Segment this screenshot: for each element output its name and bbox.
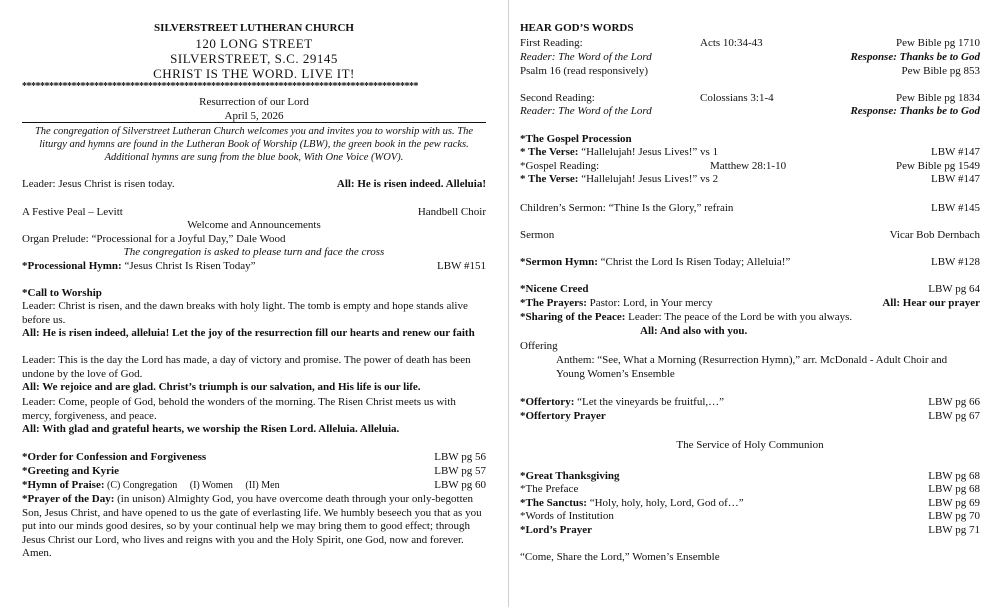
sermon-preacher: Vicar Bob Dernbach <box>889 229 980 241</box>
peace-response: All: And also with you. <box>640 325 748 337</box>
prayers-response: All: Hear our prayer <box>882 297 980 309</box>
gospel-label: *Gospel Reading: <box>520 160 600 172</box>
prayer-of-the-day <box>22 493 486 561</box>
sanctus-text: “Holy, holy, holy, Lord, God of…” <box>586 497 744 509</box>
gospel-ref: Matthew 28:1-10 <box>710 160 787 172</box>
psalm-label: Psalm 16 (read responsively) <box>520 65 648 77</box>
thanksgiving-label: *Great Thanksgiving <box>520 470 620 482</box>
church-name: SILVERSTREET LUTHERAN CHURCH <box>154 22 354 34</box>
offertory <box>520 396 980 410</box>
response-line: Response: Thanks be to God <box>850 51 980 63</box>
sermon-hymn-label: *Sermon Hymn: <box>520 256 598 268</box>
second-page: Pew Bible pg 1834 <box>895 92 980 104</box>
second-reading <box>520 92 980 106</box>
call-leader-3: Leader: Come, people of God, behold the wonders of the morning. The Risen Christ meets us with mercy, forgiveness, and peace. <box>22 396 456 422</box>
leader-line: Leader: Jesus Christ is risen today. <box>22 178 175 190</box>
anthem: Anthem: “See, What a Morning (Resurrection Hymn),” arr. McDonald - Adult Choir and Young Women’s Ensemble <box>556 354 948 380</box>
call-all-1: All: He is risen indeed, alleluia! Let the joy of the resurrection fill our hearts and renew our faith <box>22 327 475 339</box>
verse-label: * The Verse: <box>520 146 579 158</box>
church-motto: CHRIST IS THE WORD. LIVE IT! <box>153 66 355 81</box>
sanctus-ref: LBW pg 69 <box>928 497 980 509</box>
lords-prayer <box>520 524 980 538</box>
prayers-label: *The Prayers: <box>520 297 587 309</box>
come-share-the-lord: “Come, Share the Lord,” Women’s Ensemble <box>520 551 720 563</box>
church-street: 120 LONG STREET <box>195 36 313 51</box>
all-line: All: He is risen indeed. Alleluia! <box>336 178 486 190</box>
words-of-institution <box>520 510 980 524</box>
praise-label: *Hymn of Praise: <box>22 479 105 491</box>
welcome-announcements: Welcome and Announcements <box>187 219 321 231</box>
processional-ref: LBW #151 <box>437 260 486 272</box>
creed-label: *Nicene Creed <box>520 283 589 295</box>
call-leader-1: Leader: Christ is risen, and the dawn breaks with holy light. The tomb is empty and hope stands alive before us. <box>22 300 468 326</box>
preface-label: *The Preface <box>520 483 579 495</box>
psalm-page: Pew Bible pg 853 <box>901 65 980 77</box>
childrens-label: Children’s Sermon: “Thine Is the Glory,” refrain <box>520 202 734 214</box>
sermon <box>520 229 980 243</box>
processional-title: “Jesus Christ Is Risen Today” <box>121 260 256 272</box>
first-ref: Acts 10:34-43 <box>700 37 763 49</box>
offertory-prayer-ref: LBW pg 67 <box>928 410 980 422</box>
childrens-sermon <box>520 202 980 216</box>
call-all-2: All: We rejoice and are glad. Christ’s triumph is our salvation, and His life is our life. <box>22 381 421 393</box>
kyrie-label: *Greeting and Kyrie <box>22 465 119 477</box>
offertory-text: “Let the vineyards be fruitful,…” <box>574 396 725 408</box>
second-label: Second Reading: <box>520 92 595 104</box>
peal-performer: Handbell Choir <box>417 206 486 218</box>
sharing-peace <box>520 311 980 325</box>
preface-ref: LBW pg 68 <box>928 483 980 495</box>
lords-prayer-label: *Lord’s Prayer <box>520 524 592 536</box>
verse-2 <box>520 173 980 187</box>
institution-ref: LBW pg 70 <box>928 510 980 522</box>
nicene-creed <box>520 283 980 297</box>
offertory-prayer <box>520 410 980 424</box>
the-sanctus <box>520 497 980 511</box>
reader-line: Reader: The Word of the Lord <box>520 51 652 63</box>
second-response <box>520 105 980 119</box>
creed-ref: LBW pg 64 <box>928 283 980 295</box>
the-preface <box>520 483 980 497</box>
processional-label: *Processional Hymn: <box>22 260 122 272</box>
call-to-worship: *Call to Worship <box>22 287 102 299</box>
verse-ref: LBW #147 <box>931 146 980 158</box>
greeting-kyrie <box>22 465 486 479</box>
call-leader-2: Leader: This is the day the Lord has made, a day of victory and promise. The power of death has been undone by the love of God. <box>22 354 471 380</box>
peal-title: A Festive Peal – Levitt <box>22 206 123 218</box>
offertory-prayer-label: *Offertory Prayer <box>520 410 606 422</box>
verse-text: “Hallelujah! Jesus Lives!” vs 1 <box>578 146 719 158</box>
hear-gods-words: HEAR GOD’S WORDS <box>520 22 634 34</box>
kyrie-ref: LBW pg 57 <box>434 465 486 477</box>
church-city: SILVERSTREET, S.C. 29145 <box>170 51 338 66</box>
date-rule <box>22 122 486 123</box>
the-prayers <box>520 297 980 311</box>
verse-label: * The Verse: <box>520 173 579 185</box>
first-response <box>520 51 980 65</box>
verse-ref: LBW #147 <box>931 173 980 185</box>
praise-parts: (C) Congregation (I) Women (II) Men <box>104 480 280 491</box>
great-thanksgiving <box>520 470 980 484</box>
offertory-label: *Offertory: <box>520 396 575 408</box>
sermon-hymn-ref: LBW #128 <box>931 256 980 268</box>
peace-label: *Sharing of the Peace: <box>520 311 626 323</box>
verse-text: “Hallelujah! Jesus Lives!” vs 2 <box>578 173 719 185</box>
opening-exchange <box>22 178 486 192</box>
first-reading <box>520 37 980 51</box>
first-page: Pew Bible pg 1710 <box>895 37 980 49</box>
prayer-text: (in unison) Almighty God, you have overcome death through your only-begotten Son, Jesus Christ, and have opened to us the gate of everlasting life. We humbly beseech you that as you put into our minds good desires, so by your continual help we may bring them to good effect; through Jesus Christ our Lord, who lives and reigns with you and the Holy Spirit, one God, now and forever. Amen. <box>22 493 482 560</box>
stand-instruction: The congregation is asked to please turn and face the cross <box>123 246 385 258</box>
gospel-page: Pew Bible pg 1549 <box>895 160 980 172</box>
welcome-note: The congregation of Silverstreet Lutheran Church welcomes you and invites you to worship with us. The liturgy and hymns are found in the Lutheran Book of Worship (LBW), the green book in the pew racks. Additional hymns are sung from the blue book, With One Voice (WOV). <box>34 126 474 163</box>
gospel-reading <box>520 160 980 174</box>
offertory-ref: LBW pg 66 <box>928 396 980 408</box>
festive-peal <box>22 206 486 220</box>
childrens-ref: LBW #145 <box>931 202 980 214</box>
sermon-hymn <box>520 256 980 270</box>
praise-ref: LBW pg 60 <box>434 479 486 491</box>
response-line: Response: Thanks be to God <box>850 105 980 117</box>
gospel-procession: *The Gospel Procession <box>520 133 632 145</box>
psalm <box>520 65 980 79</box>
institution-label: *Words of Institution <box>520 510 614 522</box>
confession-ref: LBW pg 56 <box>434 451 486 463</box>
sermon-label: Sermon <box>520 229 555 241</box>
confession-label: *Order for Confession and Forgiveness <box>22 451 207 463</box>
service-occasion: Resurrection of our Lord <box>199 96 309 108</box>
column-divider <box>508 0 509 607</box>
sermon-hymn-title: “Christ the Lord Is Risen Today; Alleluia!” <box>597 256 791 268</box>
holy-communion-heading: The Service of Holy Communion <box>676 439 824 451</box>
prayers-text: Pastor: Lord, in Your mercy <box>586 297 713 309</box>
call-all-3: All: With glad and grateful hearts, we worship the Risen Lord. Alleluia. Alleluia. <box>22 423 400 435</box>
first-label: First Reading: <box>520 37 583 49</box>
sanctus-label: *The Sanctus: <box>520 497 587 509</box>
prayer-label: *Prayer of the Day: <box>22 493 115 505</box>
lords-prayer-ref: LBW pg 71 <box>928 524 980 536</box>
hymn-of-praise <box>22 479 486 493</box>
star-divider: **************************************************************************************** <box>22 81 418 92</box>
service-date: April 5, 2026 <box>224 110 284 122</box>
thanksgiving-ref: LBW pg 68 <box>928 470 980 482</box>
processional-hymn <box>22 260 486 274</box>
peace-text: Leader: The peace of the Lord be with you always. <box>625 311 853 323</box>
second-ref: Colossians 3:1-4 <box>700 92 774 104</box>
reader-line: Reader: The Word of the Lord <box>520 105 652 117</box>
organ-prelude: Organ Prelude: “Processional for a Joyful Day,” Dale Wood <box>22 233 286 245</box>
offering: Offering <box>520 340 558 352</box>
verse-1 <box>520 146 980 160</box>
order-confession <box>22 451 486 465</box>
